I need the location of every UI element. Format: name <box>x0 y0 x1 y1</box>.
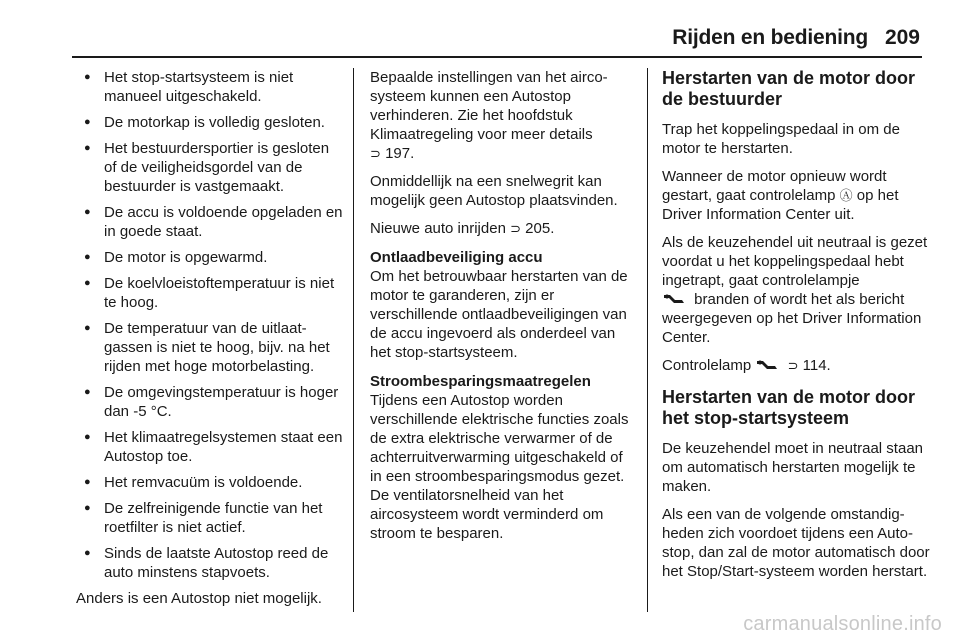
chapter-title: Rijden en bediening <box>672 26 868 49</box>
page-reference-icon: ⊃ <box>510 221 521 236</box>
list-item: ● De accu is voldoende opgeladen en in goede staat. <box>76 203 344 241</box>
section-title-system-restart: Herstarten van de motor door het stop-startsysteem <box>662 387 916 428</box>
page-reference[interactable]: 205. <box>525 220 555 237</box>
list-item: ● Het stop-startsysteem is niet manueel uitgeschakeld. <box>76 68 344 106</box>
paragraph: Om het betrouwbaar herstarten van de motor te garanderen, zijn er verschillende ontlaadbeveiligingen van de accu ingevoerd als onderdeel van het stop-startsysteem. <box>370 268 628 361</box>
list-item: ● Het remvacuüm is voldoende. <box>76 473 344 492</box>
paragraph-text: Als de keuzehendel uit neutraal is gezet voordat u het koppelingspedaal hebt ingetrapt, gaat controlelampje <box>662 234 928 289</box>
paragraph <box>662 233 932 347</box>
paragraph <box>370 219 636 238</box>
watermark: carmanualsonline.info <box>743 613 942 635</box>
list-item: ● Het klimaatregelsystemen staat een Autostop toe. <box>76 428 344 466</box>
list-item: ● De zelfreinigende functie van het roetfilter is niet actief. <box>76 499 344 537</box>
paragraph-text: Controlelamp <box>662 357 752 374</box>
list-item: ● De motorkap is volledig gesloten. <box>76 113 344 132</box>
paragraph <box>370 68 636 163</box>
header-rule <box>72 56 922 58</box>
clutch-pedal-warning-icon <box>662 293 690 305</box>
list-item: ● Het bestuurdersportier is gesloten of de veiligheidsgordel van de bestuurder is vastgemaakt. <box>76 139 344 196</box>
page-number: 209 <box>884 26 920 49</box>
paragraph: De keuzehendel moet in neutraal staan om automatisch herstarten mogelijk te maken. <box>662 440 924 495</box>
paragraph: Trap het koppelingspedaal in om de motor te herstarten. <box>662 121 900 157</box>
list-item: ● De koelvloeistoftemperatuur is niet te hoog. <box>76 274 344 312</box>
autostop-indicator-icon: Ⓐ <box>839 188 853 203</box>
paragraph: Onmiddellijk na een snelwegrit kan mogelijk geen Autostop plaatsvinden. <box>370 173 618 209</box>
condition-list <box>76 68 344 582</box>
list-item: ● Sinds de laatste Autostop reed de auto minstens stapvoets. <box>76 544 344 582</box>
paragraph: Tijdens een Autostop worden verschillende elektrische functies zoals de extra elektrische verwarmer of de achterruitverwarming uitgeschakeld of in een stroombesparingsmodus gezet. De ventilatorsnelheid van het aircosysteem wordt verminderd om stroom te besparen. <box>370 392 629 542</box>
paragraph <box>662 356 932 375</box>
paragraph-text: Nieuwe auto inrijden <box>370 220 506 237</box>
page-reference[interactable]: 197. <box>385 145 415 162</box>
subheading-power-saving: Stroombesparingsmaatregelen <box>370 373 591 390</box>
page-header <box>0 0 960 56</box>
list-item: ● De temperatuur van de uitlaatgassen is niet te hoog, bijv. na het rijden met hoge motorbelasting. <box>76 319 344 376</box>
column-divider-2 <box>647 68 648 612</box>
page-reference-icon: ⊃ <box>370 146 381 161</box>
paragraph-text: op het Driver Information Center uit. <box>662 187 899 223</box>
column-3 <box>662 68 932 590</box>
list-item: ● De motor is opgewarmd. <box>76 248 344 267</box>
paragraph <box>662 167 932 224</box>
list-item: ● De omgevingstemperatuur is hoger dan -5 °C. <box>76 383 344 421</box>
paragraph-text: Wanneer de motor opnieuw wordt gestart, gaat controlelamp <box>662 168 887 204</box>
closing-text: Anders is een Autostop niet mogelijk. <box>76 590 322 607</box>
paragraph-text: branden of wordt het als bericht weergegeven op het Driver Information Center. <box>662 291 922 346</box>
column-divider-1 <box>353 68 354 612</box>
clutch-pedal-warning-icon <box>755 359 783 371</box>
column-1 <box>76 68 344 617</box>
page-reference-icon: ⊃ <box>787 358 799 373</box>
column-2 <box>370 68 636 552</box>
paragraph: Als een van de volgende omstandigheden zich voordoet tijdens een Autostop, dan zal de motor automatisch door het Stop/Start-systeem worden herstart. <box>662 506 930 580</box>
subheading-battery: Ontlaadbeveiliging accu <box>370 249 543 266</box>
section-title-driver-restart: Herstarten van de motor door de bestuurder <box>662 68 916 109</box>
paragraph-text: Bepaalde instellingen van het aircosysteem kunnen een Autostop verhinderen. Zie het hoofdstuk Klimaatregeling voor meer details <box>370 69 608 143</box>
page-reference[interactable]: 114. <box>802 357 831 374</box>
